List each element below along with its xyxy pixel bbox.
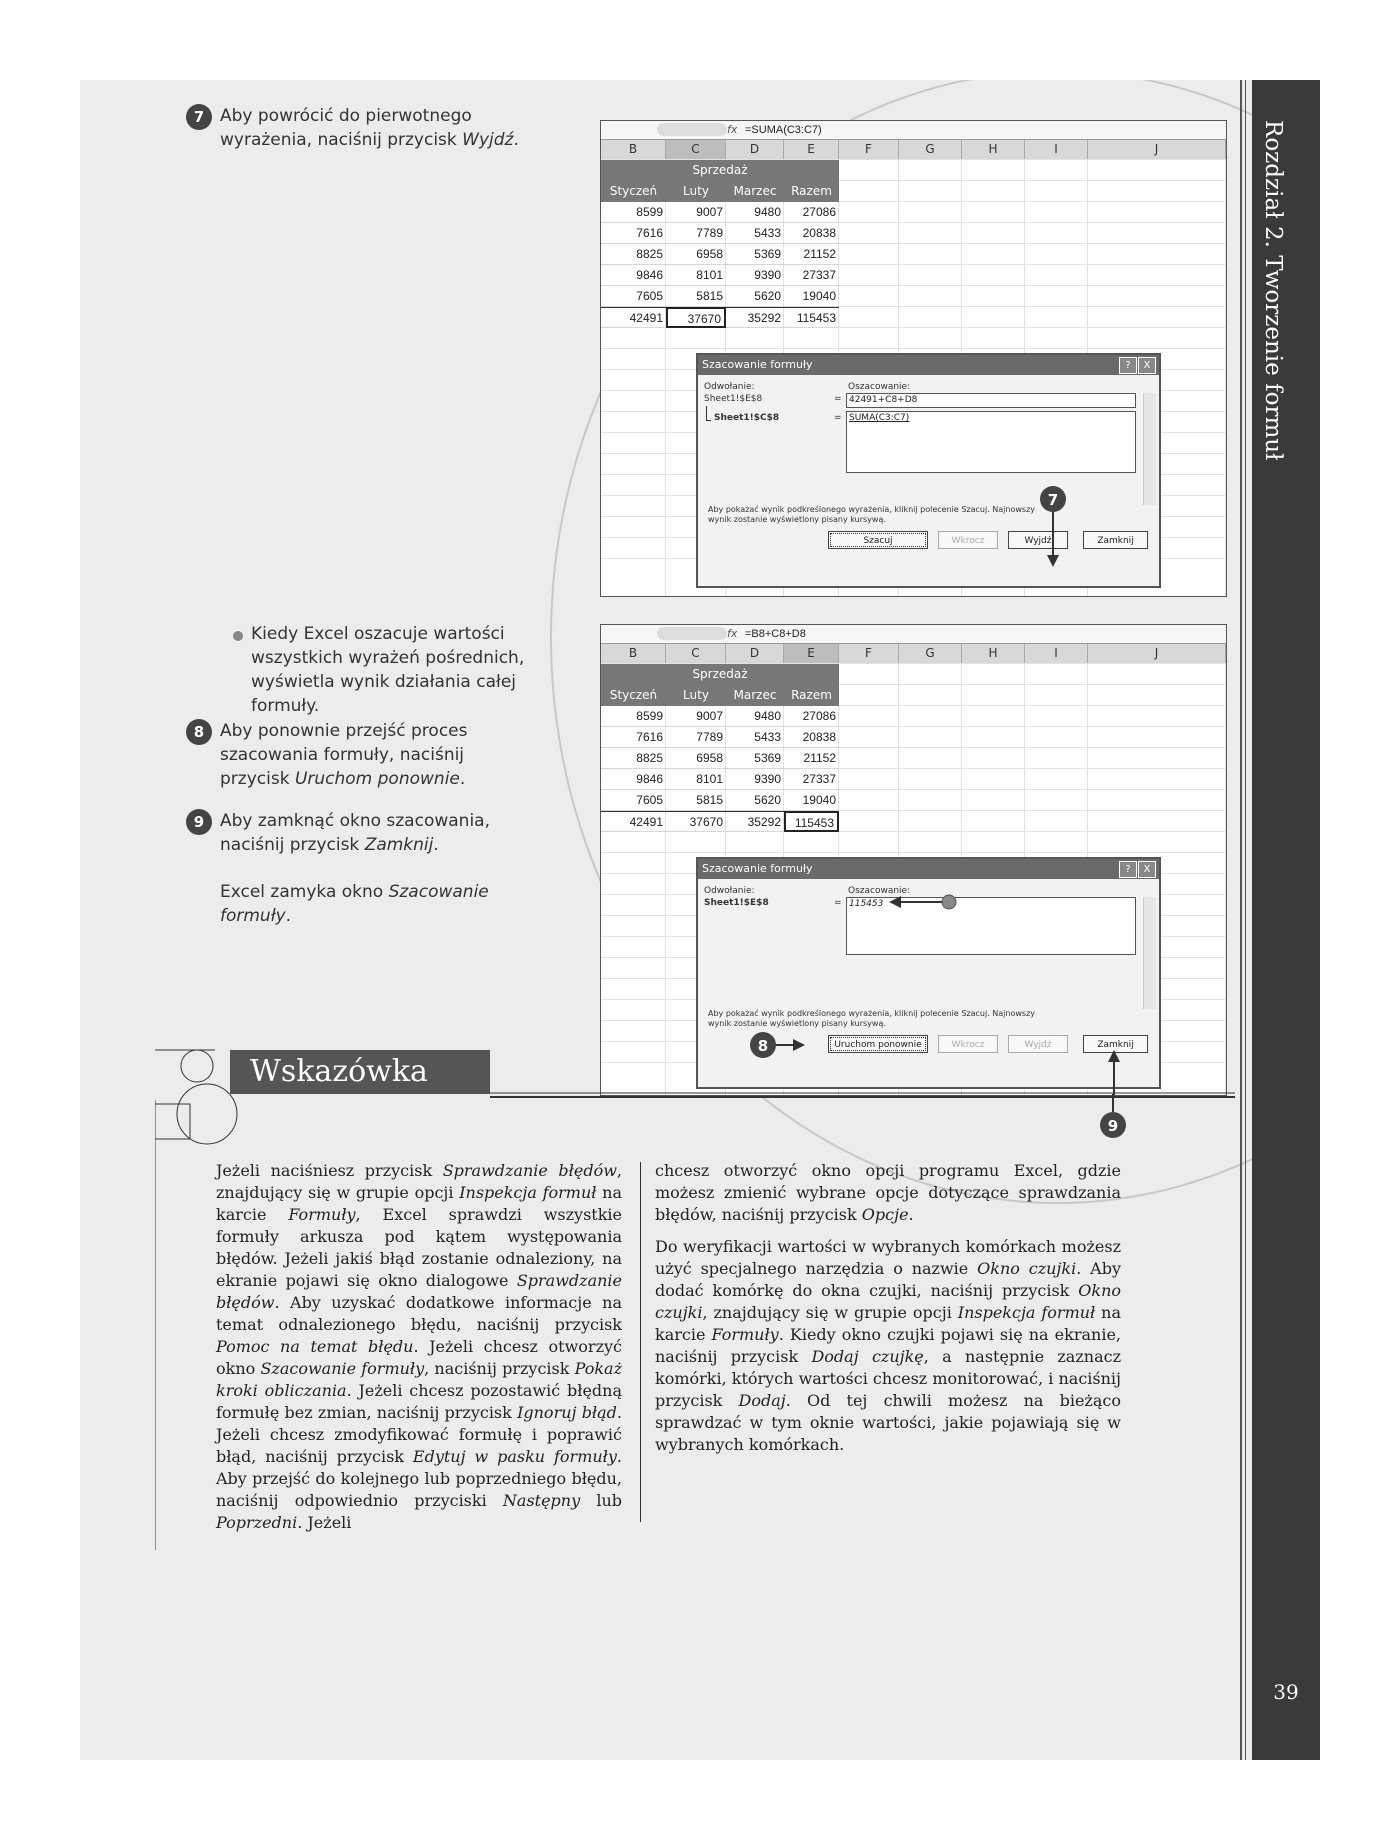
emphasized-term: Okno czujki — [977, 1259, 1077, 1278]
data-cell[interactable]: 8825 — [601, 748, 666, 769]
text-run: . Od tej chwili możesz na bieżąco sprawdzać w tym oknie wartości, jakie pojawiają się w wybranych komórkach. — [655, 1391, 1121, 1454]
total-cell[interactable]: 37670 — [666, 811, 726, 832]
emphasized-term: Inspekcja formuł — [459, 1183, 597, 1202]
callout-overlay — [601, 121, 1226, 596]
text-run: , a następnie zaznacz komórki, których wartości chcesz monitorować, i naciśnij przycisk — [655, 1347, 1122, 1410]
data-cell[interactable]: 21152 — [784, 748, 839, 769]
chapter-title: Rozdział 2. Tworzenie formuł — [1260, 120, 1286, 461]
reference-label: Odwołanie: — [704, 382, 755, 392]
data-cell[interactable]: 27337 — [784, 265, 839, 286]
data-cell[interactable]: 8101 — [666, 769, 726, 790]
emphasized-term: Inspekcja formuł — [957, 1303, 1096, 1322]
step-9-text-c: . — [433, 835, 439, 855]
data-cell[interactable]: 7616 — [601, 727, 666, 748]
equals-sign-1: = — [834, 394, 842, 404]
formula-text: =B8+C8+D8 — [745, 628, 806, 640]
text-run: Do weryfikacji wartości w wybranych komórkach możesz użyć specjalnego narzędzia o nazwie — [655, 1237, 1121, 1278]
reference-label: Odwołanie: — [704, 886, 755, 896]
header-cell[interactable]: Styczeń — [601, 181, 666, 202]
data-cell[interactable]: 8599 — [601, 706, 666, 727]
column-header-D[interactable]: D — [726, 644, 784, 664]
total-cell[interactable]: 42491 — [601, 811, 666, 832]
dialog-note: Aby pokazać wynik podkreślonego wyrażenia, kliknij polecenie Szacuj. Najnowszy wynik zostanie wyświetlony pisany kursywą. — [708, 505, 1036, 524]
step-8-text-b: Uruchom ponownie — [294, 769, 460, 789]
data-cell[interactable]: 20838 — [784, 727, 839, 748]
column-header-H[interactable]: H — [962, 644, 1025, 664]
formula-text: =SUMA(C3:C7) — [745, 124, 822, 136]
data-cell[interactable]: 7616 — [601, 223, 666, 244]
text-run: . — [908, 1205, 914, 1224]
closing-text-a: Excel zamyka okno — [220, 882, 389, 902]
step-9-text-a: Aby zamknąć okno szacowania, naciśnij przycisk — [220, 811, 490, 855]
column-header-D[interactable]: D — [726, 140, 784, 160]
tip-ornament-small — [181, 1050, 213, 1082]
text-run: . Aby przejść do kolejnego lub poprzedniego błędu, naciśnij odpowiednio przyciski — [216, 1447, 622, 1510]
data-cell[interactable]: 9846 — [601, 265, 666, 286]
emphasized-term: Dodaj — [738, 1391, 786, 1410]
text-run: na karcie — [655, 1303, 1121, 1344]
emphasized-term: Sprawdzanie błędów — [216, 1271, 622, 1312]
header-cell[interactable]: Razem — [784, 685, 839, 706]
data-cell[interactable]: 5433 — [726, 223, 784, 244]
step-7-text — [220, 104, 520, 152]
evaluate-button[interactable]: Szacuj — [828, 531, 928, 549]
column-header-E[interactable]: E — [784, 140, 839, 160]
evaluation-field-1: 115453 — [846, 897, 1136, 955]
step-out-button[interactable]: Wyjdź — [1008, 1035, 1068, 1053]
total-cell[interactable]: 37670 — [666, 307, 726, 328]
column-header-I[interactable]: I — [1025, 644, 1088, 664]
column-header-F[interactable]: F — [839, 140, 899, 160]
column-header-G[interactable]: G — [899, 140, 962, 160]
data-cell[interactable]: 8599 — [601, 202, 666, 223]
sidebar-divider-thin — [1245, 80, 1246, 1760]
total-cell[interactable]: 115453 — [784, 307, 839, 328]
data-cell[interactable]: 27337 — [784, 769, 839, 790]
tip-column-1 — [216, 1160, 622, 1534]
data-cell[interactable]: 9480 — [726, 706, 784, 727]
emphasized-term: Formuły — [711, 1325, 779, 1344]
tip-column-divider — [640, 1162, 641, 1522]
emphasized-term: Pomoc na temat błędu — [216, 1337, 414, 1356]
group-header-cell[interactable]: Sprzedaż — [601, 664, 839, 685]
text-run: , naciśnij przycisk — [424, 1359, 575, 1378]
closing-text-b: Szacowanie formuły — [220, 882, 489, 926]
emphasized-term: Sprawdzanie błędów — [442, 1161, 617, 1180]
emphasized-term: Szacowanie formuły — [260, 1359, 425, 1378]
emphasized-term: Edytuj w pasku formuły — [412, 1447, 617, 1466]
emphasized-term: Ignoruj błąd — [517, 1403, 617, 1422]
data-cell[interactable]: 9007 — [666, 706, 726, 727]
column-header-C[interactable]: C — [666, 140, 726, 160]
bullet-dot — [233, 631, 243, 641]
step-in-button[interactable]: Wkrocz — [938, 531, 998, 549]
emphasized-term: Dodaj czujkę — [811, 1347, 924, 1366]
evaluation-field-2: SUMA(C3:C7) — [846, 411, 1136, 473]
step-8-text-c: . — [459, 769, 466, 789]
help-button[interactable]: ? — [1119, 861, 1137, 878]
data-cell[interactable]: 5433 — [726, 727, 784, 748]
text-run: . Jeżeli chcesz pozostawić błędną formułę bez zmian, naciśnij przycisk — [216, 1381, 623, 1422]
closing-text — [220, 880, 540, 928]
total-cell[interactable]: 35292 — [726, 811, 784, 832]
tip-paragraph-2 — [655, 1160, 1121, 1226]
header-cell[interactable]: Marzec — [726, 181, 784, 202]
step-9-text — [220, 809, 520, 857]
dialog-title: Szacowanie formuły — [698, 355, 1159, 375]
text-run: . Jeżeli — [297, 1513, 352, 1532]
emphasized-term: Opcje — [861, 1205, 909, 1224]
closing-text-c: . — [285, 906, 292, 926]
reference-value-1: Sheet1!$E$8 — [704, 394, 763, 404]
close-x-button[interactable]: X — [1138, 357, 1156, 374]
data-cell[interactable]: 27086 — [784, 706, 839, 727]
callout-7-label: 7 — [1047, 491, 1059, 509]
column-header-G[interactable]: G — [899, 644, 962, 664]
header-cell[interactable]: Luty — [666, 685, 726, 706]
data-cell[interactable]: 5620 — [726, 790, 784, 811]
text-run: , znajdujący się w grupie opcji — [702, 1303, 958, 1322]
spreadsheet-screenshot-2 — [600, 624, 1227, 1096]
fx-icon: fx — [727, 627, 738, 640]
step-8-text-a: Aby ponownie przejść proces szacowania formuły, naciśnij przycisk — [220, 721, 468, 789]
result-arrow-dot — [942, 895, 956, 909]
text-run: lub — [580, 1491, 623, 1510]
column-header-I[interactable]: I — [1025, 140, 1088, 160]
step-in-button[interactable]: Wkrocz — [938, 1035, 998, 1053]
emphasized-term: Formuły — [288, 1205, 356, 1224]
data-cell[interactable]: 9846 — [601, 769, 666, 790]
data-cell[interactable]: 20838 — [784, 223, 839, 244]
step-7-text-c: . — [513, 130, 519, 150]
step-number-9: 9 — [186, 809, 212, 835]
data-cell[interactable]: 7789 — [666, 223, 726, 244]
step-7-text-a: Aby powrócić do pierwotnego wyrażenia, naciśnij przycisk — [220, 106, 472, 150]
text-run: . Kiedy okno czujki pojawi się na ekranie, naciśnij przycisk — [655, 1325, 1121, 1366]
column-header-B[interactable]: B — [601, 644, 666, 664]
dialog-note: Aby pokazać wynik podkreślonego wyrażenia, kliknij polecenie Szacuj. Najnowszy wynik zostanie wyświetlony pisany kursywą. — [708, 1009, 1036, 1028]
column-header-J[interactable]: J — [1088, 644, 1226, 664]
header-cell[interactable]: Luty — [666, 181, 726, 202]
data-cell[interactable]: 5620 — [726, 286, 784, 307]
text-run: . Jeżeli chcesz zmodyfikować formułę i poprawić błąd, naciśnij przycisk — [216, 1403, 622, 1466]
data-cell[interactable]: 9480 — [726, 202, 784, 223]
close-x-button[interactable]: X — [1138, 861, 1156, 878]
data-cell[interactable]: 27086 — [784, 202, 839, 223]
evaluation-label: Oszacowanie: — [848, 886, 911, 896]
text-run: . Aby dodać komórkę do okna czujki, naciśnij przycisk — [655, 1259, 1122, 1300]
data-cell[interactable]: 5815 — [666, 790, 726, 811]
data-cell[interactable]: 7605 — [601, 286, 666, 307]
total-cell[interactable]: 35292 — [726, 307, 784, 328]
header-cell[interactable]: Razem — [784, 181, 839, 202]
column-header-B[interactable]: B — [601, 140, 666, 160]
step-number-8: 8 — [186, 719, 212, 745]
column-header-C[interactable]: C — [666, 644, 726, 664]
data-cell[interactable]: 9007 — [666, 202, 726, 223]
callout-7-arrowhead — [1047, 555, 1059, 567]
tip-paragraph-3 — [655, 1236, 1121, 1456]
text-run: chcesz otworzyć okno opcji programu Excel, gdzie możesz zmienić wybrane opcje dotyczące sprawdzania błędów, naciśnij przycisk — [655, 1161, 1121, 1224]
total-cell[interactable]: 42491 — [601, 307, 666, 328]
header-cell[interactable]: Styczeń — [601, 685, 666, 706]
callout-8-label: 8 — [757, 1037, 769, 1055]
step-7-text-b: Wyjdź — [462, 130, 514, 150]
step-number-7: 7 — [186, 104, 212, 130]
column-header-J[interactable]: J — [1088, 140, 1226, 160]
page — [80, 80, 1320, 1760]
callout-9-label: 9 — [1107, 1117, 1119, 1135]
total-cell[interactable]: 115453 — [784, 811, 839, 832]
data-cell[interactable]: 8101 — [666, 265, 726, 286]
text-run: . Aby uzyskać dodatkowe informacje na temat odnalezionego błędu, naciśnij przycisk — [216, 1293, 622, 1334]
restart-button[interactable]: Uruchom ponownie — [828, 1035, 928, 1053]
step-out-button[interactable]: Wyjdź — [1008, 531, 1068, 549]
data-cell[interactable]: 21152 — [784, 244, 839, 265]
text-run: , Excel sprawdzi wszystkie formuły arkusza pod kątem występowania błędów. Jeżeli jakiś błąd zostanie odnaleziony, na ekranie pojawi się okno dialogowe — [216, 1205, 622, 1290]
equals-sign-1: = — [834, 898, 842, 908]
equals-sign-2: = — [834, 413, 842, 423]
data-cell[interactable]: 7605 — [601, 790, 666, 811]
emphasized-term: Okno czujki — [655, 1281, 1121, 1322]
text-run: Jeżeli naciśniesz przycisk — [216, 1161, 443, 1180]
page-number: 39 — [1273, 1680, 1299, 1704]
data-cell[interactable]: 8825 — [601, 244, 666, 265]
data-cell[interactable]: 5369 — [726, 244, 784, 265]
data-cell[interactable]: 6958 — [666, 244, 726, 265]
header-cell[interactable]: Marzec — [726, 685, 784, 706]
data-cell[interactable]: 19040 — [784, 790, 839, 811]
column-header-F[interactable]: F — [839, 644, 899, 664]
dialog-title: Szacowanie formuły — [698, 859, 1159, 879]
callout-overlay — [601, 625, 1226, 1095]
data-cell[interactable]: 6958 — [666, 748, 726, 769]
tip-column-2 — [655, 1160, 1121, 1466]
emphasized-term: Poprzedni — [216, 1513, 298, 1532]
reference-value-1: Sheet1!$E$8 — [704, 898, 769, 908]
fx-icon: fx — [727, 123, 738, 136]
data-cell[interactable]: 9390 — [726, 265, 784, 286]
reference-value-2: Sheet1!$C$8 — [714, 413, 780, 423]
bullet-text: Kiedy Excel oszacuje wartości wszystkich wyrażeń pośrednich, wyświetla wynik działania całej formuły. — [251, 624, 525, 716]
data-cell[interactable]: 5369 — [726, 748, 784, 769]
column-header-H[interactable]: H — [962, 140, 1025, 160]
tip-title: Wskazówka — [250, 1054, 428, 1089]
text-run: . Jeżeli chcesz otworzyć okno — [216, 1337, 622, 1378]
tip-ornament-large — [177, 1084, 237, 1144]
evaluation-field-1: 42491+C8+D8 — [846, 393, 1136, 408]
emphasized-term: Następny — [502, 1491, 581, 1510]
data-cell[interactable]: 19040 — [784, 286, 839, 307]
data-cell[interactable]: 9390 — [726, 769, 784, 790]
group-header-cell[interactable]: Sprzedaż — [601, 160, 839, 181]
close-button[interactable]: Zamknij — [1083, 1035, 1148, 1053]
text-run: na karcie — [216, 1183, 622, 1224]
data-cell[interactable]: 7789 — [666, 727, 726, 748]
result-arrowhead — [889, 896, 901, 908]
close-button[interactable]: Zamknij — [1083, 531, 1148, 549]
step-9-text-b: Zamknij — [364, 835, 434, 855]
emphasized-term: Pokaż kroki obliczania — [216, 1359, 623, 1400]
evaluation-label: Oszacowanie: — [848, 382, 911, 392]
column-header-E[interactable]: E — [784, 644, 839, 664]
data-cell[interactable]: 5815 — [666, 286, 726, 307]
text-run: , znajdujący się w grupie opcji — [216, 1161, 622, 1202]
help-button[interactable]: ? — [1119, 357, 1137, 374]
spreadsheet-screenshot-1 — [600, 120, 1227, 597]
step-8-text — [220, 719, 520, 791]
